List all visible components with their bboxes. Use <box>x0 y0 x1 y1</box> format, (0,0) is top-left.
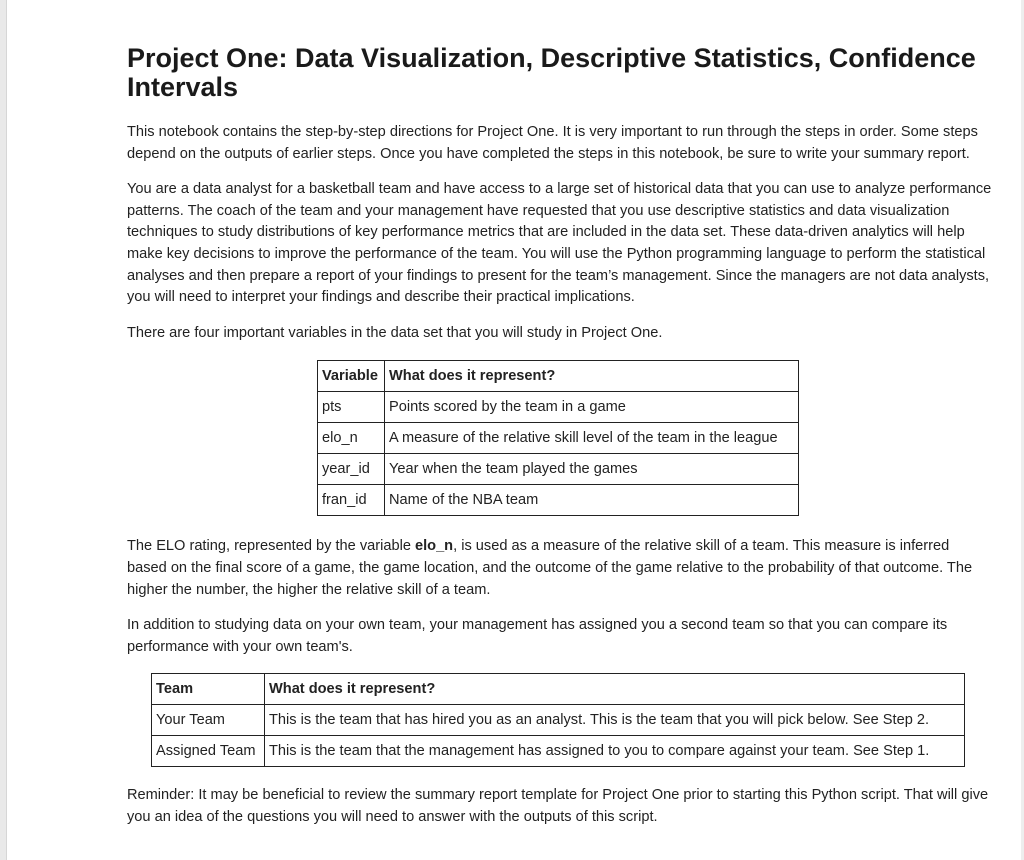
team-table <box>151 673 965 767</box>
table-header-row <box>152 674 965 705</box>
team-description-cell: This is the team that has hired you as an analyst. This is the team that you will pick below. See Step 2. <box>265 705 965 736</box>
table-row <box>152 705 965 736</box>
table-row <box>318 485 799 516</box>
variable-name-cell: pts <box>318 392 385 423</box>
team-name-cell: Your Team <box>152 705 265 736</box>
table-row <box>152 736 965 767</box>
window-left-edge <box>0 0 7 860</box>
elo-text-before: The ELO rating, represented by the variable <box>127 538 415 555</box>
page-title: Project One: Data Visualization, Descriptive Statistics, Confidence Intervals <box>127 43 976 102</box>
reminder-paragraph: Reminder: It may be beneficial to review the summary report template for Project One prior to starting this Python script. That will give you an idea of the questions you will need to answer with the outputs of this script. <box>127 787 989 825</box>
variable-description-cell: A measure of the relative skill level of the team in the league <box>385 423 799 454</box>
table-row <box>318 392 799 423</box>
column-header-team: Team <box>152 674 265 705</box>
table-row <box>318 423 799 454</box>
column-header-variable: Variable <box>318 361 385 392</box>
team-description-cell: This is the team that the management has assigned to you to compare against your team. See Step 1. <box>265 736 965 767</box>
table-header-row <box>318 361 799 392</box>
elo-variable-name: elo_n <box>414 538 454 555</box>
variable-name-cell: fran_id <box>318 485 385 516</box>
team-name-cell: Assigned Team <box>152 736 265 767</box>
context-paragraph: You are a data analyst for a basketball team and have access to a large set of historical data that you can use to analyze performance patterns. The coach of the team and your management have requested that you use descriptive statistics and data visualization techniques to study distributions of key performance metrics that are included in the data set. These data-driven analytics will help make key decisions to improve the performance of the team. You will use the Python programming language to perform the statistical analyses and then prepare a report of your findings to present for the team’s management. Since the managers are not data analysts, you will need to interpret your findings and describe their practical implications. <box>127 181 992 306</box>
variable-name-cell: elo_n <box>318 423 385 454</box>
notebook-markdown-cell <box>127 44 993 843</box>
variables-table <box>317 360 799 516</box>
intro-paragraph: This notebook contains the step-by-step directions for Project One. It is very important to run through the steps in order. Some steps depend on the outputs of earlier steps. Once you have completed the steps in this notebook, be sure to write your summary report. <box>127 124 978 162</box>
comparison-paragraph: In addition to studying data on your own team, your management has assigned you a second team so that you can compare its performance with your own team's. <box>127 617 948 655</box>
elo-text-after: , is used as a measure of the relative skill of a team. This measure is inferred based on the final score of a game, the game location, and the outcome of the game relative to the probability of that outcome. The higher the number, the higher the relative skill of a team. <box>127 538 973 598</box>
table-row <box>318 454 799 485</box>
variable-description-cell: Name of the NBA team <box>385 485 799 516</box>
column-header-meaning: What does it represent? <box>385 361 799 392</box>
variable-name-cell: year_id <box>318 454 385 485</box>
variable-description-cell: Points scored by the team in a game <box>385 392 799 423</box>
elo-paragraph <box>127 536 993 601</box>
variable-description-cell: Year when the team played the games <box>385 454 799 485</box>
variables-intro-paragraph: There are four important variables in the data set that you will study in Project One. <box>127 324 663 341</box>
column-header-meaning: What does it represent? <box>265 674 965 705</box>
